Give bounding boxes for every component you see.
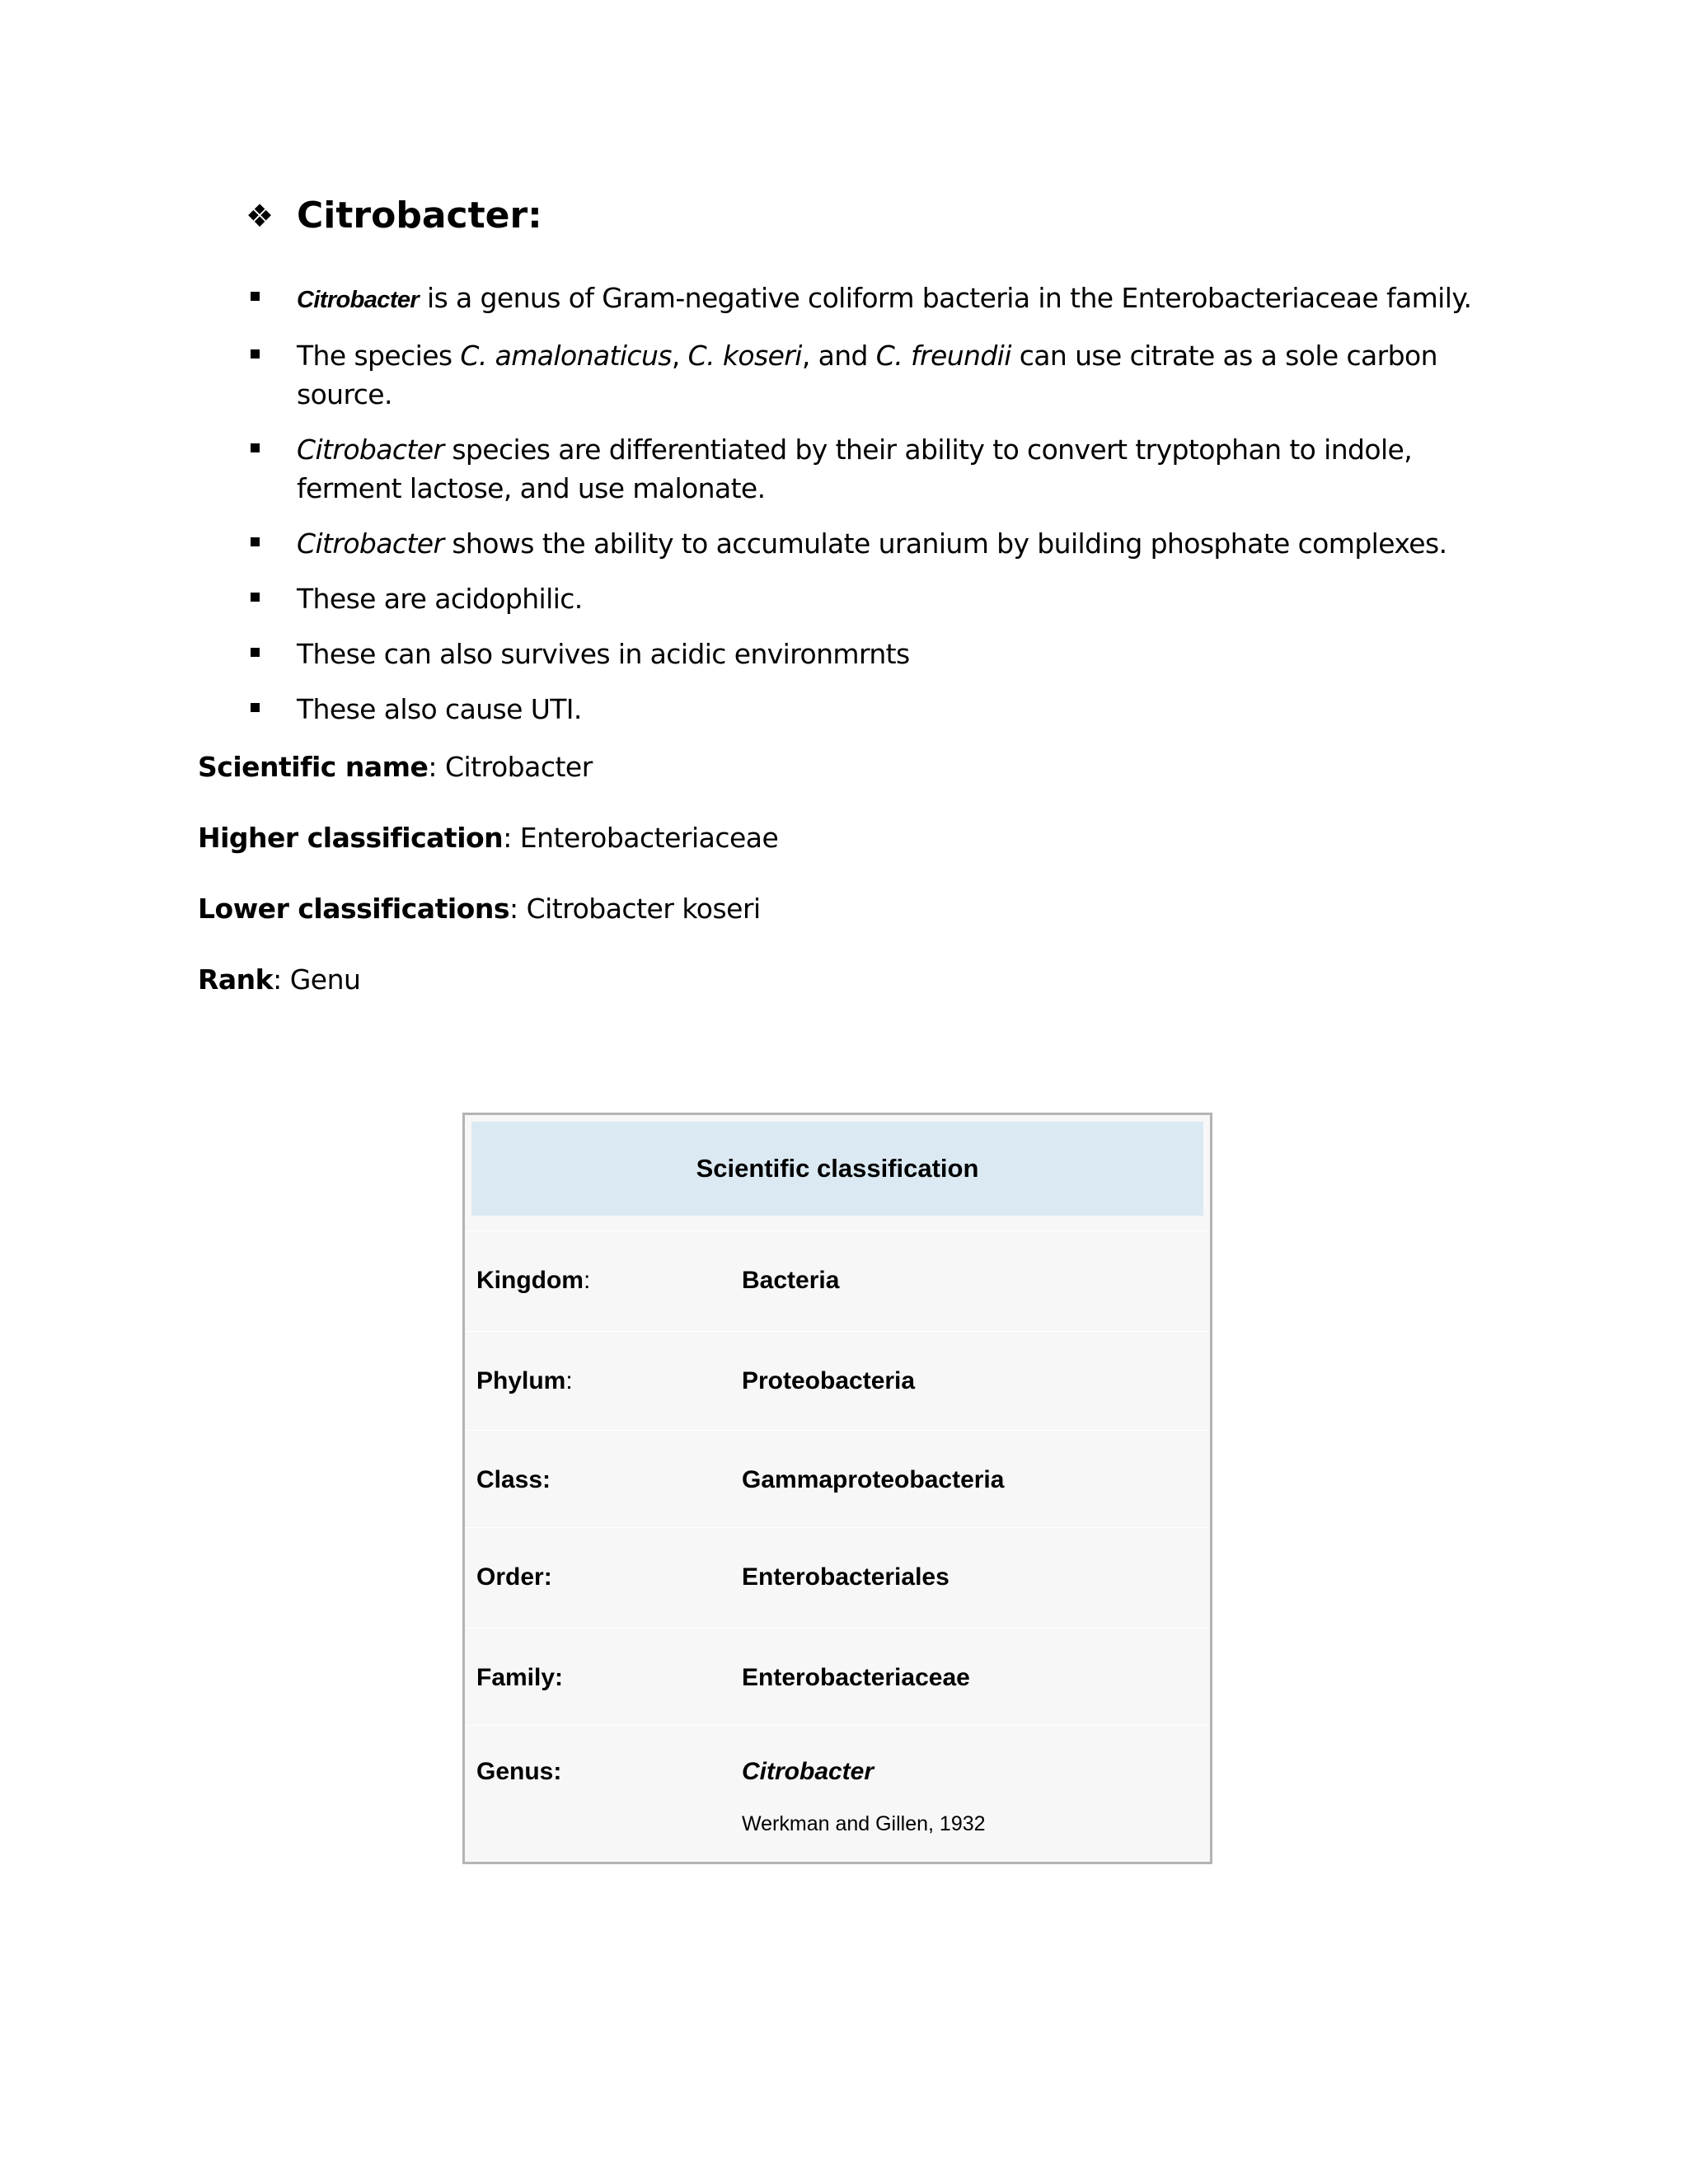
square-bullet-icon [251, 593, 260, 602]
rank-name: Kingdom [476, 1267, 584, 1294]
list-item-text: Citrobacter [297, 527, 444, 560]
square-bullet-icon [251, 292, 260, 301]
list-item-text: , [671, 340, 688, 372]
rank-label [476, 1267, 590, 1295]
rank-name: Phylum [476, 1367, 566, 1394]
list-item-text: C. koseri [687, 340, 802, 372]
scientific-classification-table [462, 1113, 1212, 1864]
list-item [246, 430, 1498, 508]
table-row [465, 1230, 1210, 1330]
list-item [246, 336, 1498, 414]
list-item-text: These can also survives in acidic environmrnts [297, 638, 910, 670]
list-item-text: These are acidophilic. [297, 583, 583, 615]
list-item-text: Citrobacter [297, 434, 444, 466]
square-bullet-icon [251, 648, 260, 657]
taxon-value: Citrobacter [742, 1758, 874, 1785]
list-item-text: shows the ability to accumulate uranium by building phosphate complexes. [443, 527, 1447, 560]
rank-label [476, 1758, 561, 1786]
taxon-value: Gammaproteobacteria [742, 1466, 1005, 1493]
list-item [246, 279, 1498, 320]
list-item-text: can use citrate as a sole carbon source. [297, 340, 1437, 410]
list-item-text: , and [801, 340, 876, 372]
fact-value: : Citrobacter [428, 751, 593, 783]
heading-title: Citrobacter: [297, 194, 542, 237]
fact-label: Higher classification [198, 822, 504, 854]
list-item-text: These also cause UTI. [297, 693, 582, 725]
square-bullet-icon [251, 703, 260, 712]
fact-line [198, 892, 778, 926]
fact-line [198, 821, 778, 855]
fact-line [198, 750, 778, 785]
square-bullet-icon [251, 537, 260, 546]
taxon-value: Enterobacteriaceae [742, 1664, 970, 1691]
fact-line [198, 963, 778, 997]
fact-value: : Citrobacter koseri [509, 893, 761, 925]
table-row [465, 1331, 1210, 1431]
square-bullet-icon [251, 443, 260, 452]
fact-label: Lower classifications [198, 893, 509, 925]
fact-label: Scientific name [198, 751, 429, 783]
list-item [246, 524, 1498, 563]
table-row [465, 1725, 1210, 1825]
list-item-text: Citrobacter [297, 287, 420, 313]
taxon-value: Enterobacteriales [742, 1563, 950, 1591]
rank-colon: : [583, 1267, 591, 1294]
table-row [465, 1527, 1210, 1627]
rank-label [476, 1664, 563, 1692]
rank-name: Class: [476, 1466, 551, 1493]
list-item [246, 635, 1498, 673]
taxon-value: Proteobacteria [742, 1367, 916, 1394]
fact-label: Rank [198, 963, 274, 996]
diamond-bullet-icon: ❖ [246, 197, 274, 234]
rank-colon: : [565, 1367, 573, 1394]
fact-value: : Genu [273, 963, 361, 996]
genus-authority: Werkman and Gillen, 1932 [742, 1812, 986, 1835]
list-item [246, 579, 1498, 618]
list-item-text: C. amalonaticus [460, 340, 672, 372]
taxon-value: Bacteria [742, 1267, 840, 1294]
rank-label [476, 1563, 552, 1591]
rank-label [476, 1466, 551, 1494]
list-item-text: species are differentiated by their ability to convert tryptophan to indole, ferment lactose, and use malonate. [297, 434, 1413, 504]
rank-name: Family: [476, 1664, 564, 1691]
list-item-text: The species [297, 340, 461, 372]
section-heading [246, 194, 542, 237]
rank-name: Genus: [476, 1758, 562, 1785]
classification-facts [198, 750, 778, 1033]
list-item [246, 690, 1498, 729]
list-item-text: is a genus of Gram-negative coliform bacteria in the Enterobacteriaceae family. [419, 282, 1472, 314]
table-row [465, 1628, 1210, 1727]
square-bullet-icon [251, 349, 260, 359]
rank-name: Order: [476, 1563, 552, 1591]
table-caption: Scientific classification [471, 1122, 1203, 1216]
table-row [465, 1430, 1210, 1530]
bullet-list [246, 279, 1498, 745]
fact-value: : Enterobacteriaceae [503, 822, 779, 854]
rank-label [476, 1367, 573, 1395]
list-item-text: C. freundii [875, 340, 1011, 372]
